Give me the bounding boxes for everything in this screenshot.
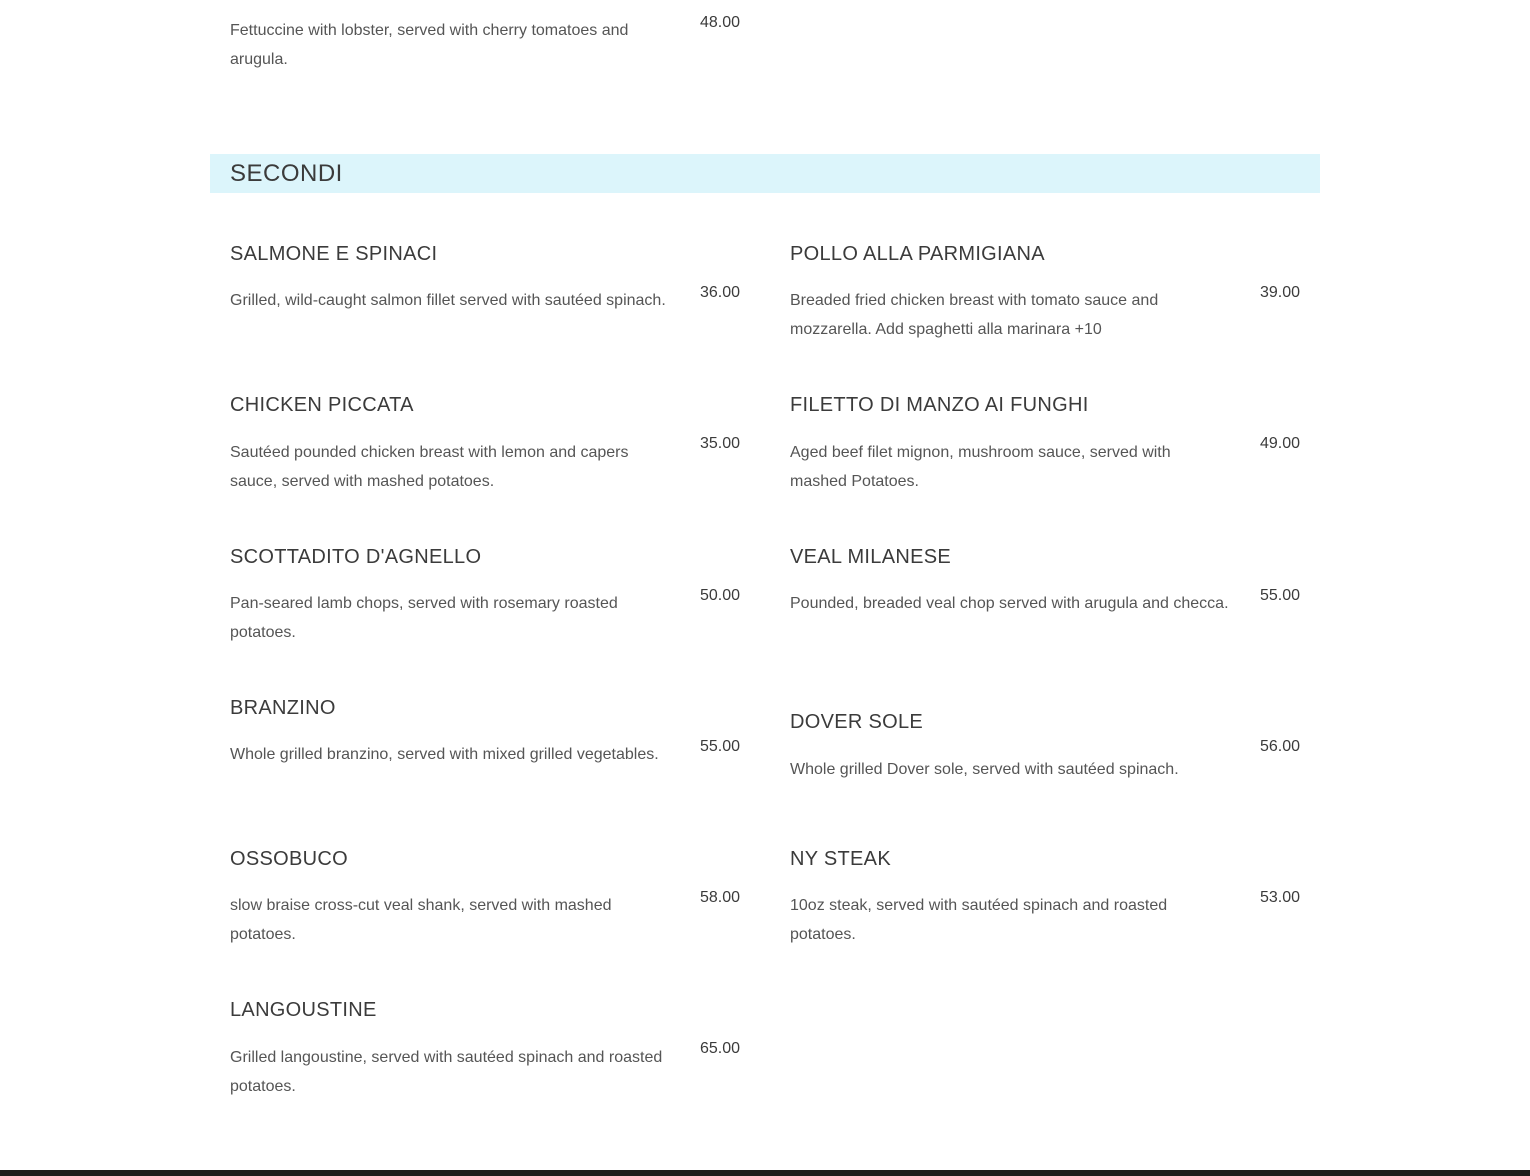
menu-item-price: 35.00 <box>699 435 740 452</box>
menu-item-ossobuco <box>230 847 740 957</box>
menu-item-scottadito-dagnello <box>230 545 740 655</box>
menu-item-price: 48.00 <box>699 14 740 31</box>
menu-item-price: 39.00 <box>1259 284 1300 301</box>
menu-item-filetto-di-manzo-ai-funghi <box>790 393 1300 503</box>
menu-item-description: Pan-seared lamb chops, served with rosemary roasted potatoes. <box>230 595 618 641</box>
menu-item-name: OSSOBUCO <box>230 848 348 870</box>
menu-item-name: VEAL MILANESE <box>790 546 951 568</box>
menu-item-price: 56.00 <box>1259 738 1300 755</box>
menu-item-price: 55.00 <box>1259 587 1300 604</box>
menu-item-description: Grilled, wild-caught salmon fillet served with sautéed spinach. <box>230 292 666 309</box>
menu-item-chicken-piccata <box>230 393 740 503</box>
menu-item-name: POLLO ALLA PARMIGIANA <box>790 243 1045 265</box>
menu-item-name: FILETTO DI MANZO AI FUNGHI <box>790 394 1089 416</box>
menu-item-description: Grilled langoustine, served with sautéed spinach and roasted potatoes. <box>230 1049 663 1095</box>
menu-item-description: Whole grilled branzino, served with mixed grilled vegetables. <box>230 746 659 763</box>
menu-item-price: 58.00 <box>699 889 740 906</box>
menu-item-veal-milanese <box>790 545 1300 655</box>
menu-item-price: 49.00 <box>1259 435 1300 452</box>
menu-item-description: Aged beef filet mignon, mushroom sauce, served with mashed Potatoes. <box>790 444 1171 490</box>
section-title: SECONDI <box>230 160 343 187</box>
menu-item-pollo-alla-parmigiana <box>790 242 1300 352</box>
menu-item-name: DOVER SOLE <box>790 711 924 733</box>
menu-item-price: 50.00 <box>699 587 740 604</box>
menu-item-description: slow braise cross-cut veal shank, served with mashed potatoes. <box>230 897 612 943</box>
menu-item-description: Whole grilled Dover sole, served with sautéed spinach. <box>790 761 1179 778</box>
menu-item-description: Pounded, breaded veal chop served with arugula and checca. <box>790 595 1229 612</box>
menu-item-description: Fettuccine with lobster, served with cherry tomatoes and arugula. <box>230 22 629 68</box>
section-header-secondi <box>210 154 1320 193</box>
menu-item-description: 10oz steak, served with sautéed spinach and roasted potatoes. <box>790 897 1168 943</box>
footer-bar <box>0 1170 1530 1176</box>
menu-item-description: Breaded fried chicken breast with tomato sauce and mozzarella. Add spaghetti alla marinara +10 <box>790 292 1159 338</box>
menu-item-dover-sole <box>790 710 1300 800</box>
menu-item-name: BRANZINO <box>230 697 336 719</box>
menu-item-name: LANGOUSTINE <box>230 999 377 1021</box>
menu-item-name: SALMONE E SPINACI <box>230 243 438 265</box>
menu-item-salmone-e-spinaci <box>230 242 740 352</box>
menu-item-branzino <box>230 696 740 806</box>
menu-item-langoustine <box>230 998 740 1108</box>
menu-item-previous <box>230 0 740 80</box>
menu-item-price: 65.00 <box>699 1040 740 1057</box>
menu-item-name: CHICKEN PICCATA <box>230 394 414 416</box>
menu-item-name: NY STEAK <box>790 848 891 870</box>
menu-item-price: 53.00 <box>1259 889 1300 906</box>
menu-item-price: 55.00 <box>699 738 740 755</box>
menu-item-name: SCOTTADITO D'AGNELLO <box>230 546 482 568</box>
menu-item-description: Sautéed pounded chicken breast with lemon and capers sauce, served with mashed potatoes. <box>230 444 629 490</box>
menu-item-price: 36.00 <box>699 284 740 301</box>
menu-item-ny-steak <box>790 847 1300 957</box>
